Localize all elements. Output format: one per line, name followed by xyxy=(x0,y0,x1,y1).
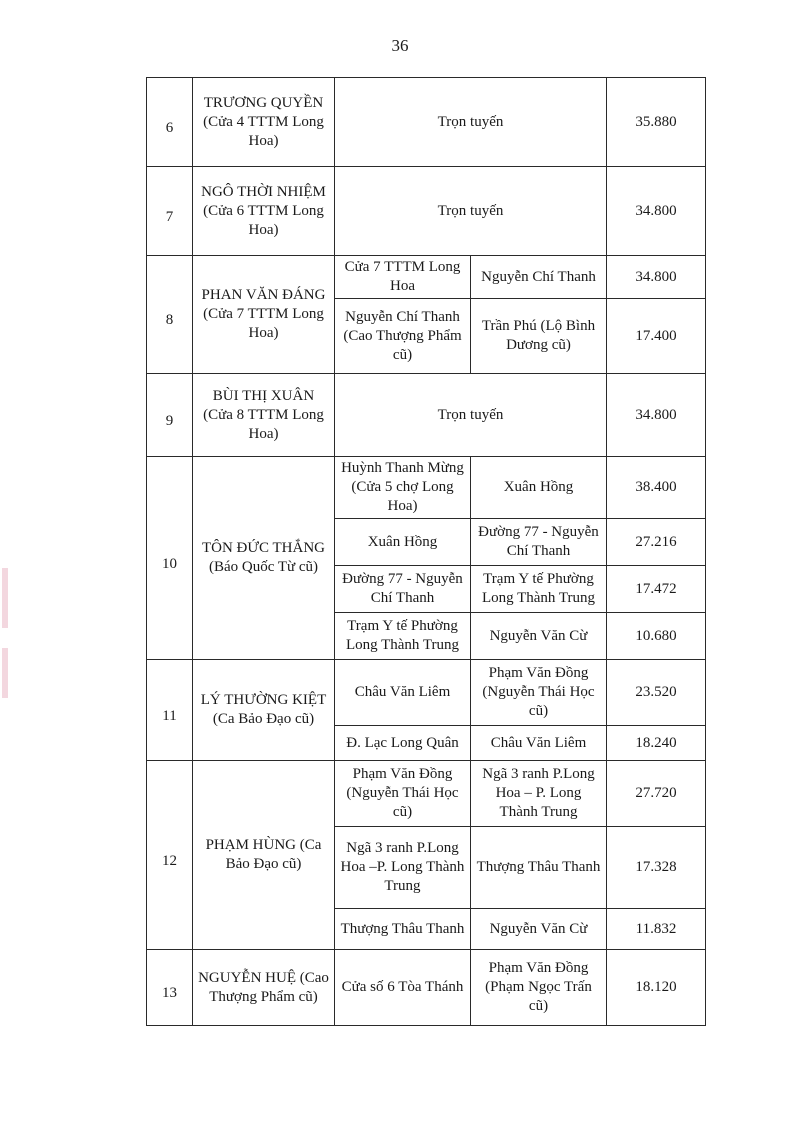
price-cell: 18.120 xyxy=(607,950,706,1026)
segment-full-route: Trọn tuyến xyxy=(335,374,607,457)
segment-from: Cửa 7 TTTM Long Hoa xyxy=(335,256,471,299)
segment-to: Nguyễn Văn Cừ xyxy=(471,909,607,950)
row-number: 10 xyxy=(147,457,193,660)
table-row xyxy=(147,167,706,256)
margin-mark xyxy=(2,648,8,698)
street-name: TRƯƠNG QUYỀN (Cửa 4 TTTM Long Hoa) xyxy=(193,78,335,167)
table-row xyxy=(147,78,706,167)
price-cell: 17.400 xyxy=(607,299,706,374)
row-number: 6 xyxy=(147,78,193,167)
row-number: 7 xyxy=(147,167,193,256)
segment-to: Xuân Hồng xyxy=(471,457,607,519)
price-cell: 34.800 xyxy=(607,374,706,457)
segment-to: Phạm Văn Đồng (Nguyễn Thái Học cũ) xyxy=(471,660,607,726)
row-number: 8 xyxy=(147,256,193,374)
street-name: PHẠM HÙNG (Ca Bảo Đạo cũ) xyxy=(193,761,335,950)
price-cell: 23.520 xyxy=(607,660,706,726)
segment-to: Nguyễn Văn Cừ xyxy=(471,613,607,660)
price-cell: 17.328 xyxy=(607,827,706,909)
street-name: PHAN VĂN ĐÁNG (Cửa 7 TTTM Long Hoa) xyxy=(193,256,335,374)
price-cell: 18.240 xyxy=(607,726,706,761)
table-row xyxy=(147,457,706,519)
segment-from: Châu Văn Liêm xyxy=(335,660,471,726)
price-cell: 11.832 xyxy=(607,909,706,950)
segment-from: Phạm Văn Đồng (Nguyễn Thái Học cũ) xyxy=(335,761,471,827)
segment-from: Ngã 3 ranh P.Long Hoa –P. Long Thành Trung xyxy=(335,827,471,909)
segment-from: Đường 77 - Nguyễn Chí Thanh xyxy=(335,566,471,613)
price-cell: 27.720 xyxy=(607,761,706,827)
street-name: TÔN ĐỨC THẮNG (Báo Quốc Từ cũ) xyxy=(193,457,335,660)
price-cell: 35.880 xyxy=(607,78,706,167)
table-row xyxy=(147,950,706,1026)
segment-to: Phạm Văn Đồng (Phạm Ngọc Trấn cũ) xyxy=(471,950,607,1026)
segment-to: Nguyễn Chí Thanh xyxy=(471,256,607,299)
segment-full-route: Trọn tuyến xyxy=(335,167,607,256)
land-price-table xyxy=(146,77,706,1026)
segment-to: Đường 77 - Nguyễn Chí Thanh xyxy=(471,519,607,566)
segment-to: Ngã 3 ranh P.Long Hoa – P. Long Thành Trung xyxy=(471,761,607,827)
row-number: 11 xyxy=(147,660,193,761)
segment-to: Trần Phú (Lộ Bình Dương cũ) xyxy=(471,299,607,374)
segment-to: Trạm Y tế Phường Long Thành Trung xyxy=(471,566,607,613)
row-number: 13 xyxy=(147,950,193,1026)
segment-from: Trạm Y tế Phường Long Thành Trung xyxy=(335,613,471,660)
price-cell: 38.400 xyxy=(607,457,706,519)
segment-from: Cửa số 6 Tòa Thánh xyxy=(335,950,471,1026)
segment-from: Thượng Thâu Thanh xyxy=(335,909,471,950)
segment-from: Nguyễn Chí Thanh (Cao Thượng Phẩm cũ) xyxy=(335,299,471,374)
table-row xyxy=(147,660,706,726)
page-number: 36 xyxy=(391,36,409,55)
segment-from: Đ. Lạc Long Quân xyxy=(335,726,471,761)
row-number: 9 xyxy=(147,374,193,457)
table-row xyxy=(147,256,706,299)
price-cell: 10.680 xyxy=(607,613,706,660)
price-cell: 17.472 xyxy=(607,566,706,613)
margin-mark xyxy=(2,568,8,628)
table-row xyxy=(147,761,706,827)
segment-to: Thượng Thâu Thanh xyxy=(471,827,607,909)
street-name: NGUYỄN HUỆ (Cao Thượng Phẩm cũ) xyxy=(193,950,335,1026)
segment-from: Xuân Hồng xyxy=(335,519,471,566)
row-number: 12 xyxy=(147,761,193,950)
street-name: NGÔ THỜI NHIỆM (Cửa 6 TTTM Long Hoa) xyxy=(193,167,335,256)
table-row xyxy=(147,374,706,457)
price-cell: 34.800 xyxy=(607,167,706,256)
segment-from: Huỳnh Thanh Mừng (Cửa 5 chợ Long Hoa) xyxy=(335,457,471,519)
price-cell: 27.216 xyxy=(607,519,706,566)
price-cell: 34.800 xyxy=(607,256,706,299)
street-name: LÝ THƯỜNG KIỆT (Ca Bảo Đạo cũ) xyxy=(193,660,335,761)
segment-full-route: Trọn tuyến xyxy=(335,78,607,167)
street-name: BÙI THỊ XUÂN (Cửa 8 TTTM Long Hoa) xyxy=(193,374,335,457)
segment-to: Châu Văn Liêm xyxy=(471,726,607,761)
